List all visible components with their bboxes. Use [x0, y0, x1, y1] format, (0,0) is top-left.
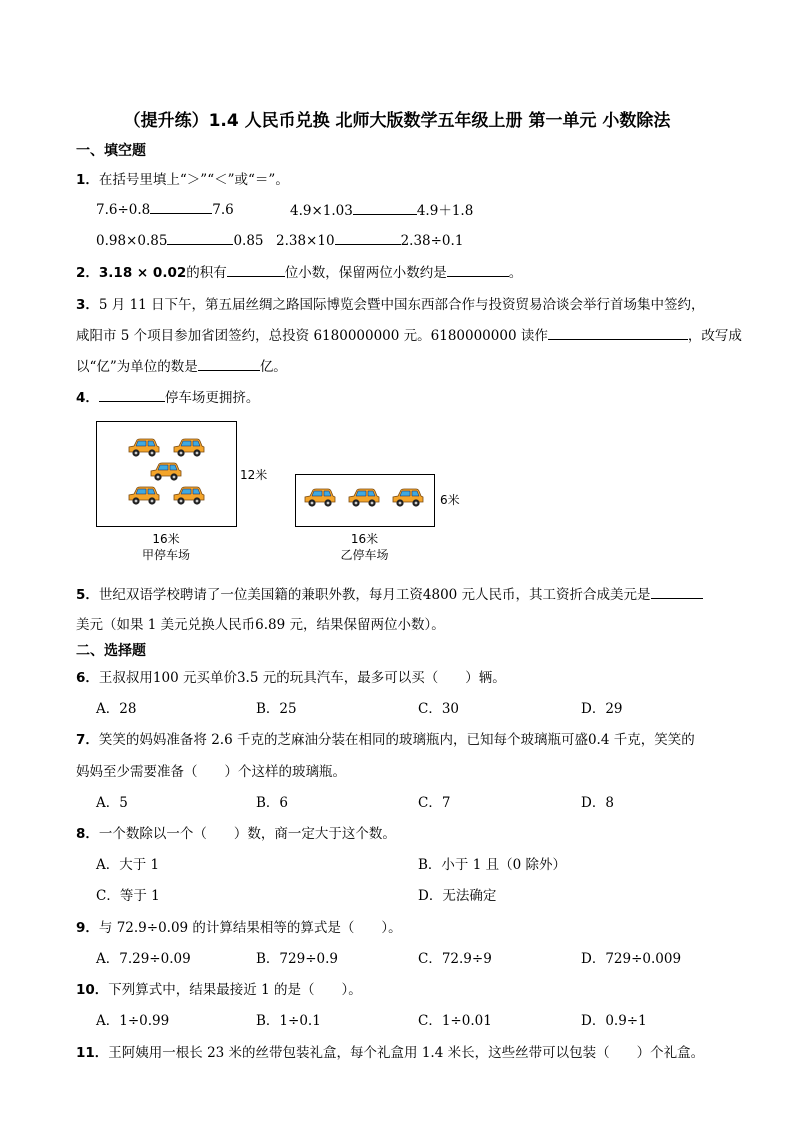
- option-d[interactable]: D．729÷0.009: [581, 951, 682, 967]
- q3-line-1: 5 月 11 日下午，第五届丝绸之路国际博览会暨中国东西部合作与投资贸易洽谈会举行首场集中签约，: [98, 297, 705, 313]
- option-b[interactable]: B．6: [256, 795, 289, 811]
- q3-line-3b: 亿。: [259, 359, 287, 375]
- option-d[interactable]: D．8: [581, 795, 614, 811]
- q1-row-1: [96, 199, 234, 218]
- answer-blank[interactable]: [198, 356, 260, 371]
- lot-a-name: 甲停车场: [141, 548, 190, 562]
- question-number: 10．: [76, 982, 109, 998]
- q5-line-1: 世纪双语学校聘请了一位美国籍的兼职外教，每月工资4800 元人民币，其工资折合成美元是: [98, 587, 651, 603]
- option-c[interactable]: C．等于 1: [96, 888, 160, 904]
- question-number: 3．: [76, 297, 99, 313]
- q1-b-right: 4.9＋1.8: [416, 203, 474, 219]
- q5-line-2: 美元（如果 1 美元兑换人民币6.89 元，结果保留两位小数）。: [76, 617, 445, 633]
- question-text: 停车场更拥挤。: [164, 390, 260, 406]
- lot-b-width-label: 16米: [350, 532, 379, 546]
- answer-blank[interactable]: [167, 230, 233, 245]
- car-icon: [388, 486, 426, 510]
- question-text: 下列算式中，结果最接近 1 的是（ ）。: [108, 982, 362, 998]
- option-a[interactable]: A．28: [96, 701, 137, 717]
- car-icon: [169, 436, 207, 460]
- car-icon: [300, 486, 338, 510]
- section-fill-heading: 一、填空题: [76, 143, 146, 159]
- q2-text-2: 位小数，保留两位小数约是: [284, 265, 447, 281]
- q3-line-3a: 以“亿”为单位的数是: [76, 359, 198, 375]
- question-2: [76, 261, 522, 281]
- q1-a-left: 7.6÷0.8: [96, 202, 151, 218]
- q1-b-left: 4.9×1.03: [290, 203, 353, 219]
- q1-d-right: 2.38÷0.1: [400, 233, 464, 249]
- option-d[interactable]: D．0.9÷1: [581, 1013, 647, 1029]
- answer-blank[interactable]: [548, 325, 688, 340]
- option-c[interactable]: C．1÷0.01: [418, 1013, 492, 1029]
- answer-blank[interactable]: [335, 230, 401, 245]
- car-icon: [146, 460, 184, 484]
- question-number: 1．: [76, 172, 99, 188]
- q3-line-3-wrap: [76, 355, 287, 375]
- question-5: [76, 583, 703, 603]
- option-b[interactable]: B．小于 1 且（0 除外）: [418, 857, 566, 873]
- option-c[interactable]: C．7: [418, 795, 451, 811]
- q1-row-1b: [290, 199, 473, 219]
- question-number: 5．: [76, 587, 99, 603]
- question-text: 王阿姨用一根长 23 米的丝带包装礼盒，每个礼盒用 1.4 米长，这些丝带可以包装（ ）个礼盒。: [108, 1045, 705, 1061]
- q1-d-left: 2.38×10: [276, 233, 335, 249]
- question-6: [76, 666, 506, 686]
- car-icon: [124, 484, 162, 508]
- option-c[interactable]: C．30: [418, 701, 460, 717]
- section-choice-heading: 二、选择题: [76, 643, 146, 659]
- car-icon: [169, 484, 207, 508]
- car-icon: [344, 486, 382, 510]
- q2-expression: 3.18 × 0.02: [98, 265, 187, 281]
- car-icon: [124, 436, 162, 460]
- question-10: [76, 978, 362, 998]
- question-text: 王叔叔用100 元买单价3.5 元的玩具汽车，最多可以买（ ）辆。: [98, 670, 506, 686]
- q2-text-3: 。: [508, 265, 523, 281]
- answer-blank[interactable]: [99, 387, 165, 402]
- option-a[interactable]: A．7.29÷0.09: [96, 951, 191, 967]
- answer-blank[interactable]: [150, 199, 212, 214]
- option-b[interactable]: B．1÷0.1: [256, 1013, 321, 1029]
- option-a[interactable]: A．5: [96, 795, 128, 811]
- question-text: 与 72.9÷0.09 的计算结果相等的算式是（ ）。: [98, 920, 402, 936]
- answer-blank[interactable]: [227, 262, 285, 277]
- q1-c-right: 0.85: [233, 233, 264, 249]
- question-number: 4．: [76, 390, 99, 406]
- q3-line-2b: ，改写成: [687, 328, 742, 344]
- question-7: [76, 728, 695, 748]
- q1-row-2b: [276, 230, 463, 249]
- question-11: [76, 1041, 704, 1061]
- question-3: [76, 293, 705, 313]
- option-d[interactable]: D．无法确定: [418, 888, 497, 904]
- q1-a-right: 7.6: [212, 202, 234, 218]
- question-number: 8．: [76, 826, 99, 842]
- option-d[interactable]: D．29: [581, 701, 623, 717]
- question-text: 在括号里填上“＞”“＜”或“＝”。: [98, 172, 289, 188]
- q1-c-left: 0.98×0.85: [96, 233, 168, 249]
- answer-blank[interactable]: [651, 584, 703, 599]
- question-number: 7．: [76, 732, 99, 748]
- answer-blank[interactable]: [447, 262, 509, 277]
- option-a[interactable]: A．1÷0.99: [96, 1013, 170, 1029]
- page-title: （提升练）1.4 人民币兑换 北师大版数学五年级上册 第一单元 小数除法: [123, 111, 671, 131]
- question-text: 一个数除以一个（ ）数，商一定大于这个数。: [98, 826, 396, 842]
- q7-line-1: 笑笑的妈妈准备将 2.6 千克的芝麻油分装在相同的玻璃瓶内，已知每个玻璃瓶可盛0.4 千克，笑笑的: [98, 732, 695, 748]
- option-a[interactable]: A．大于 1: [96, 857, 160, 873]
- q7-line-2: 妈妈至少需要准备（ ）个这样的玻璃瓶。: [76, 764, 346, 780]
- question-number: 9．: [76, 920, 99, 936]
- answer-blank[interactable]: [353, 200, 417, 215]
- q3-line-2a: 咸阳市 5 个项目参加省团签约，总投资 6180000000 元。6180000000 读作: [76, 328, 548, 344]
- option-b[interactable]: B．729÷0.9: [256, 951, 338, 967]
- q2-text-1: 的积有: [186, 265, 227, 281]
- q3-line-2-wrap: [76, 324, 742, 344]
- question-4: [76, 386, 259, 406]
- lot-a-width-label: 16米: [152, 532, 180, 546]
- option-b[interactable]: B．25: [256, 701, 297, 717]
- option-c[interactable]: C．72.9÷9: [418, 951, 492, 967]
- q1-row-2: [96, 230, 264, 249]
- lot-b-name: 乙停车场: [340, 548, 389, 562]
- question-number: 11．: [76, 1045, 109, 1061]
- question-number: 2．: [76, 265, 99, 281]
- question-8: [76, 822, 396, 842]
- question-number: 6．: [76, 670, 99, 686]
- lot-a-height-label: 12米: [240, 468, 268, 482]
- lot-b-height-label: 6米: [440, 493, 460, 507]
- question-9: [76, 916, 402, 936]
- question-1: [76, 168, 289, 188]
